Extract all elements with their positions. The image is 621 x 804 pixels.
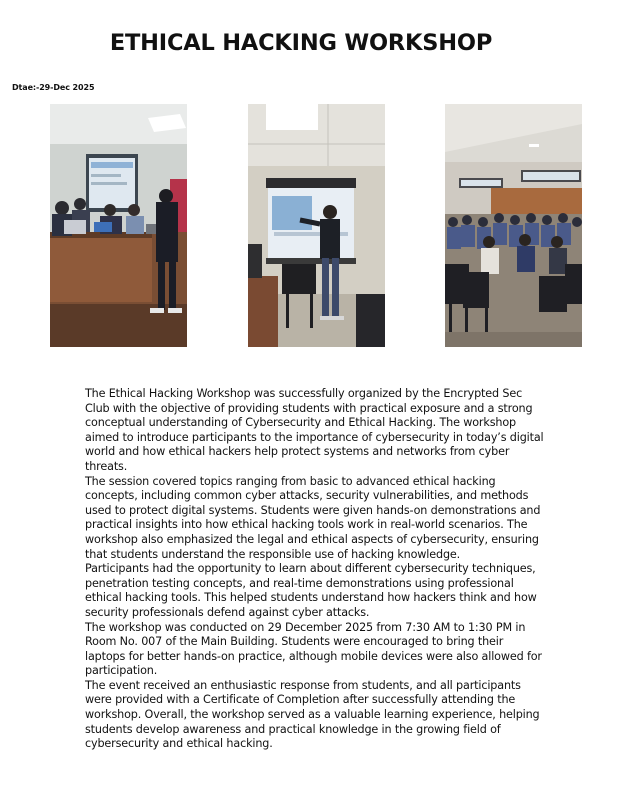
report-paragraph: Participants had the opportunity to learn about different cybersecurity techniques, penetration testing concepts, and real-time demonstrations using professional ethical hacking tools. This helped students understand how hackers think and how security professionals defend against cyber attacks.	[85, 562, 537, 619]
page-title: ETHICAL HACKING WORKSHOP	[109, 30, 493, 56]
workshop-report-body	[85, 387, 545, 752]
report-paragraph: The Ethical Hacking Workshop was successfully organized by the Encrypted Sec Club with the objective of providing students with practical exposure and a strong conceptual understanding of Cybersecurity and Ethical Hacking. The workshop aimed to introduce participants to the importance of cybersecurity in today’s digital world and how ethical hackers help protect systems and networks from cyber threats.	[85, 387, 544, 473]
report-paragraph: The session covered topics ranging from basic to advanced ethical hacking concepts, including common cyber attacks, security vulnerabilities, and methods used to protect digital systems. Students were given hands-on demonstrations and practical insights into how ethical hacking tools work in real-world scenarios. The workshop also emphasized the legal and ethical aspects of cybersecurity, ensuring that students understand the responsible use of hacking knowledge.	[85, 474, 541, 561]
date-line: Dtae:-29-Dec 2025	[12, 83, 95, 92]
workshop-audience-photo	[445, 104, 582, 347]
report-paragraph: The workshop was conducted on 29 December 2025 from 7:30 AM to 1:30 PM in Room No. 007 of the Main Building. Students were encouraged to bring their laptops for better hands-on practice, although mobile devices were also allowed for participation.	[85, 620, 542, 678]
workshop-speaker-photo	[248, 104, 385, 347]
workshop-classroom-photo	[50, 104, 187, 347]
report-paragraph: The event received an enthusiastic response from students, and all participants were provided with a Certificate of Completion after successfully attending the workshop. Overall, the workshop served as a valuable learning experience, helping students develop awareness and practical knowledge in the growing field of cybersecurity and ethical hacking.	[85, 678, 540, 751]
